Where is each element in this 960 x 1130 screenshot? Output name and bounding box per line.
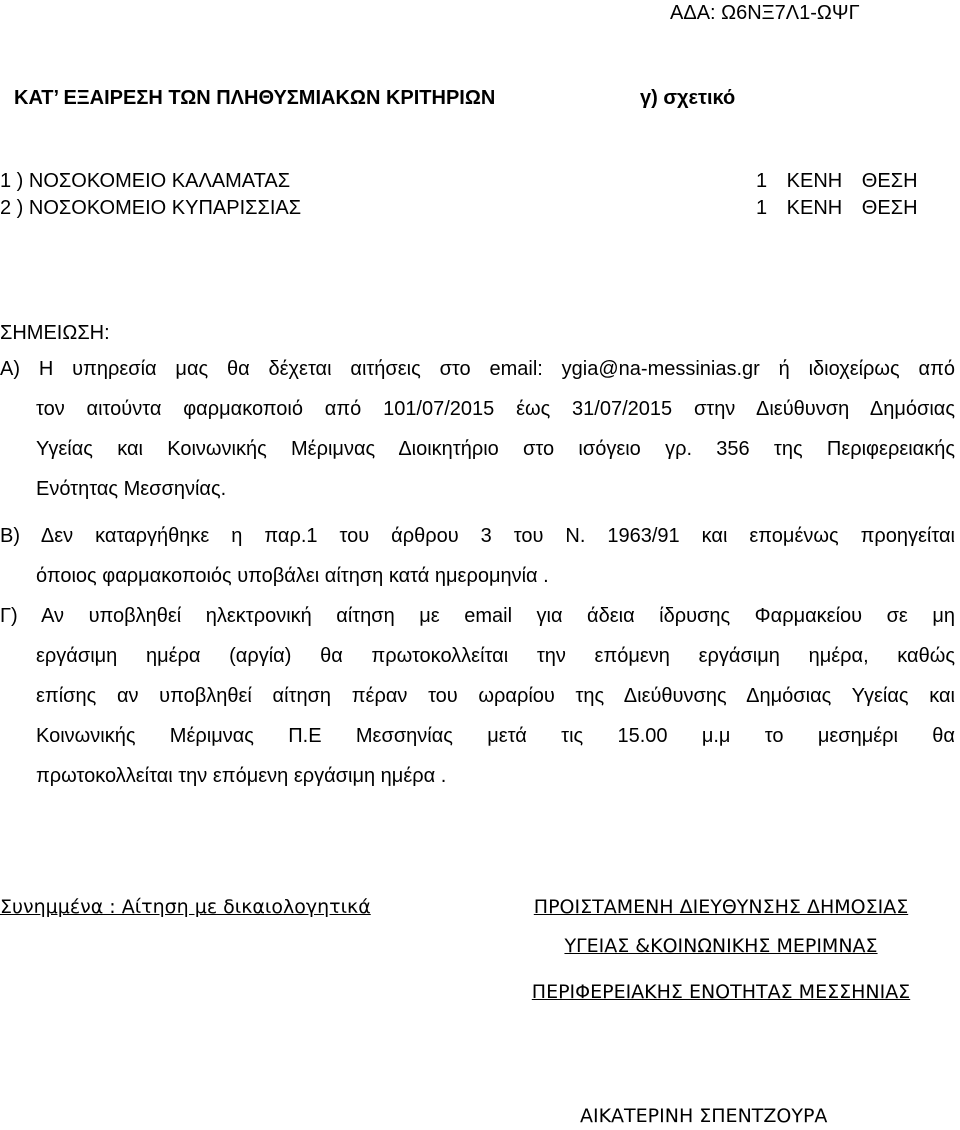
note-a-line-3: Υγείας και Κοινωνικής Μέριμνας Διοικητήριο στο ισόγειο γρ. 356 της Περιφερειακής	[36, 438, 955, 460]
note-a-line-2: τον αιτούντα φαρμακοποιό από 101/07/2015 έως 31/07/2015 στην Διεύθυνση Δημόσιας	[36, 398, 955, 420]
signatory-name: ΑΙΚΑΤΕΡΙΝΗ ΣΠΕΝΤΖΟΥΡΑ	[580, 1105, 828, 1127]
note-c-line-5: πρωτοκολλείται την επόμενη εργάσιμη ημέρα .	[36, 765, 447, 787]
note-paragraph-c	[0, 596, 955, 796]
attachments-note: Συνημμένα : Αίτηση με δικαιολογητικά	[0, 896, 371, 918]
note-a-line-4: Ενότητας Μεσσηνίας.	[36, 478, 227, 500]
hospital-positions-1: 1 ΚΕΝΗ ΘΕΣΗ	[756, 170, 918, 192]
note-paragraph-a	[0, 349, 955, 509]
note-c-line-1: Γ) Αν υποβληθεί ηλεκτρονική αίτηση με email για άδεια ίδρυσης Φαρμακείου σε μη	[0, 605, 955, 627]
note-c-line-4: Κοινωνικής Μέριμνας Π.Ε Μεσσηνίας μετά τις 15.00 μ.μ το μεσημέρι θα	[36, 725, 955, 747]
authority-line-3: ΠΕΡΙΦΕΡΕΙΑΚΗΣ ΕΝΟΤΗΤΑΣ ΜΕΣΣΗΝΙΑΣ	[531, 981, 911, 1003]
note-b-line-1: Β) Δεν καταργήθηκε η παρ.1 του άρθρου 3 του Ν. 1963/91 και επομένως προηγείται	[0, 525, 955, 547]
note-c-line-2: εργάσιμη ημέρα (αργία) θα πρωτοκολλείται την επόμενη εργάσιμη ημέρα, καθώς	[36, 645, 955, 667]
document-heading: ΚΑΤ’ ΕΞΑΙΡΕΣΗ ΤΩΝ ΠΛΗΘΥΣΜΙΑΚΩΝ ΚΡΙΤΗΡΙΩΝ	[14, 87, 496, 109]
hospital-name-2: 2 ) ΝΟΣΟΚΟΜΕΙΟ ΚΥΠΑΡΙΣΣΙΑΣ	[0, 197, 302, 219]
heading-reference: γ) σχετικό	[640, 87, 736, 109]
note-paragraph-b	[0, 516, 955, 596]
note-a-line-1: Α) Η υπηρεσία μας θα δέχεται αιτήσεις στο email: ygia@na-messinias.gr ή ιδιοχείρως από	[0, 358, 955, 380]
hospital-positions-2: 1 ΚΕΝΗ ΘΕΣΗ	[756, 197, 918, 219]
ada-code: ΑΔΑ: Ω6ΝΞ7Λ1-ΩΨΓ	[670, 2, 860, 24]
authority-line-1: ΠΡΟΙΣΤΑΜΕΝΗ ΔΙΕΥΘΥΝΣΗΣ ΔΗΜΟΣΙΑΣ	[533, 896, 909, 918]
note-b-line-2: όποιος φαρμακοποιός υποβάλει αίτηση κατά ημερομηνία .	[36, 565, 549, 587]
note-title: ΣΗΜΕΙΩΣΗ:	[0, 322, 110, 344]
note-c-line-3: επίσης αν υποβληθεί αίτηση πέραν του ωραρίου της Διεύθυνσης Δημόσιας Υγείας και	[36, 685, 955, 707]
authority-line-2: ΥΓΕΙΑΣ &ΚΟΙΝΩΝΙΚΗΣ ΜΕΡΙΜΝΑΣ	[564, 935, 878, 957]
hospital-name-1: 1 ) ΝΟΣΟΚΟΜΕΙΟ ΚΑΛΑΜΑΤΑΣ	[0, 170, 291, 192]
